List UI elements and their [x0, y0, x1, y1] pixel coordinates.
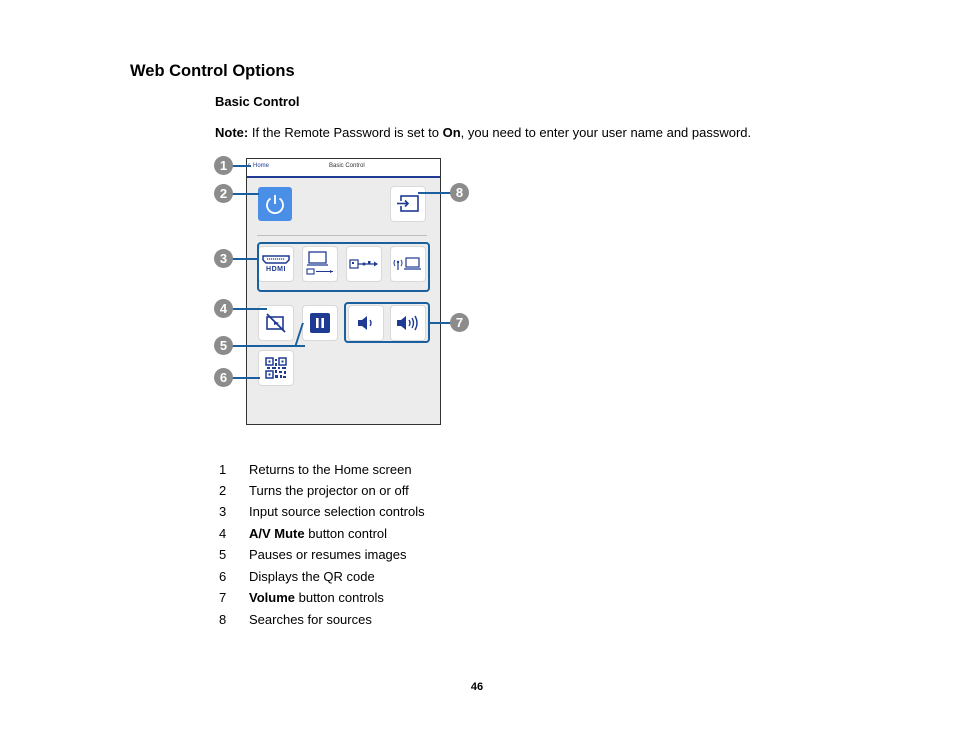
callout-2: 2	[214, 184, 233, 203]
legend-item	[219, 590, 384, 605]
callout-line-1	[231, 165, 251, 167]
callout-5: 5	[214, 336, 233, 355]
section-title: Web Control Options	[130, 62, 295, 80]
legend-bold: Volume	[249, 590, 295, 605]
freeze-button[interactable]	[303, 306, 337, 340]
callout-7: 7	[450, 313, 469, 332]
legend-item	[219, 526, 387, 541]
legend-item	[219, 569, 375, 584]
legend-text	[249, 526, 387, 541]
screen-divider	[257, 235, 427, 236]
legend-number: 6	[219, 569, 227, 584]
legend-item	[219, 547, 407, 562]
legend-number: 7	[219, 590, 227, 605]
source-search-icon	[395, 193, 421, 215]
legend-number: 3	[219, 504, 227, 519]
note-bold-value: On	[442, 125, 461, 140]
screen-header	[247, 159, 440, 178]
callout-line-4	[231, 308, 267, 310]
subsection-title: Basic Control	[215, 94, 300, 109]
legend-text	[249, 504, 425, 519]
callout-line-7	[430, 322, 451, 324]
legend-number: 4	[219, 526, 227, 541]
note-paragraph	[215, 125, 751, 140]
legend-text	[249, 612, 372, 627]
callout-line-8	[418, 192, 451, 194]
legend-number: 5	[219, 547, 227, 562]
callout-8: 8	[450, 183, 469, 202]
legend-item	[219, 612, 372, 627]
legend-text	[249, 569, 375, 584]
av-mute-button[interactable]	[259, 306, 293, 340]
page-number: 46	[470, 681, 484, 693]
legend-desc: Input source selection controls	[249, 504, 425, 519]
legend-text	[249, 462, 412, 477]
note-text: If the Remote Password is set to	[248, 125, 443, 140]
legend-item	[219, 462, 412, 477]
source-group-box	[257, 242, 430, 292]
legend-bold: A/V Mute	[249, 526, 305, 541]
legend-number: 8	[219, 612, 227, 627]
pause-icon	[308, 311, 332, 335]
qr-code-button[interactable]	[259, 351, 293, 385]
callout-line-6	[231, 377, 260, 379]
callout-3: 3	[214, 249, 233, 268]
callout-line-3	[231, 258, 258, 260]
legend-text	[249, 547, 407, 562]
volume-group-box	[344, 302, 430, 343]
callout-4: 4	[214, 299, 233, 318]
hdmi-label: HDMI	[266, 266, 286, 273]
legend-desc: button control	[304, 526, 388, 541]
legend-text	[249, 483, 409, 498]
av-mute-icon	[264, 311, 288, 335]
note-text-end: , you need to enter your user name and password.	[460, 125, 752, 140]
screen-title: Basic Control	[329, 163, 365, 169]
callout-1: 1	[214, 156, 233, 175]
callout-6: 6	[214, 368, 233, 387]
legend-text	[249, 590, 384, 605]
legend-item	[219, 504, 425, 519]
home-link[interactable]: Home	[253, 163, 270, 169]
power-icon	[263, 192, 287, 216]
callout-line-2	[231, 193, 259, 195]
legend-item	[219, 483, 409, 498]
legend-number: 1	[219, 462, 227, 477]
power-button[interactable]	[258, 187, 292, 221]
legend-desc: Displays the QR code	[249, 569, 375, 584]
legend-desc: Returns to the Home screen	[249, 462, 412, 477]
note-label: Note:	[215, 125, 249, 140]
legend-desc: button controls	[295, 590, 384, 605]
legend-desc: Searches for sources	[249, 612, 372, 627]
legend-number: 2	[219, 483, 227, 498]
legend-desc: Turns the projector on or off	[249, 483, 409, 498]
qr-code-icon	[265, 357, 287, 379]
legend-desc: Pauses or resumes images	[249, 547, 407, 562]
